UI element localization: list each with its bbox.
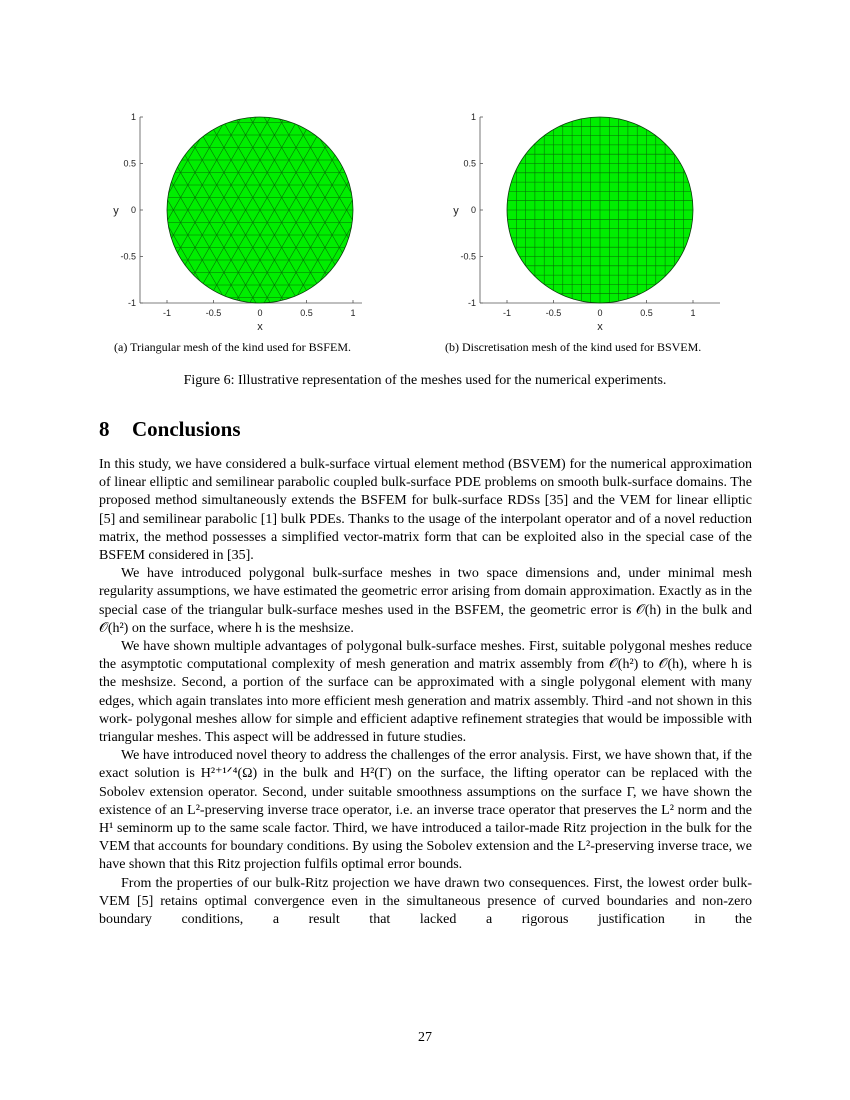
section-number: 8: [99, 417, 110, 441]
y-axis-label: y: [453, 205, 459, 217]
y-axis-label: y: [113, 205, 119, 217]
y-tick-label: -1: [127, 298, 136, 308]
y-tick-label: 0: [470, 205, 476, 215]
x-axis-label: x: [597, 321, 603, 333]
figure-caption: Figure 6: Illustrative representation of the meshes used for the numerical experiments.: [183, 373, 667, 388]
subcaption-b: (b) Discretisation mesh of the kind used for BSVEM.: [445, 340, 702, 354]
tri-line-diag: [368, 108, 370, 323]
figure-b-plot: [450, 108, 730, 338]
section-title: Conclusions: [132, 417, 241, 441]
x-tick-label: 0.5: [300, 308, 313, 318]
y-tick-label: -0.5: [460, 251, 476, 262]
figure-b-square-mesh: [450, 108, 730, 338]
subcaption-a: (a) Triangular mesh of the kind used for BSFEM.: [114, 340, 351, 354]
paragraph-5: From the properties of our bulk-Ritz projection we have drawn two consequences. First, the lowest order bulk-VEM [5] retains optimal convergence even in the simultaneous presence of curved boundaries and non-zero boundary conditions, a result that lacked a rigorous justification in the: [99, 875, 752, 928]
tri-line-diag: [368, 108, 370, 323]
paragraph-2: We have introduced polygonal bulk-surface meshes in two space dimensions and, under minimal mesh regularity assumptions, we have estimated the geometric error arising from domain approximation. Exactly as in the special case of the triangular bulk-surface meshes used in the BSFEM, the geometric error is 𝒪(h) in the bulk and 𝒪(h²) on the surface, where h is the meshsize.: [99, 566, 752, 636]
paragraph-4: We have introduced novel theory to address the challenges of the error analysis. First, we have shown that, if the exact solution is H²⁺¹ᐟ⁴(Ω) in the bulk and H²(Γ) on the surface, the lifting operator can be replaced with the Sobolev extension operator. Second, under suitable smoothness assumptions on the surface Γ, we have shown the existence of an L²-preserving inverse trace operator, i.e. an inverse trace operator that preserves the L² norm and the H¹ seminorm up to the same scale factor. Third, we have introduced a tailor-made Ritz projection in the bulk for the VEM that accounts for boundary conditions. By using the Sobolev extension and the L²-preserving inverse trace, we have shown that this Ritz projection fulfils optimal error bounds.: [99, 748, 752, 873]
tri-line-diag: [354, 108, 370, 323]
body-text: [99, 456, 752, 929]
figure-a-triangular-mesh: [110, 108, 370, 338]
x-tick-label: -1: [502, 308, 512, 318]
x-tick-label: 1: [350, 308, 356, 318]
y-tick-label: -1: [467, 298, 476, 308]
tri-line-diag: [354, 108, 370, 323]
mesh-lines: [507, 117, 693, 303]
x-tick-label: 0.5: [640, 308, 653, 318]
paragraph-3: We have shown multiple advantages of polygonal bulk-surface meshes. First, suitable polygonal meshes reduce the asymptotic computational complexity of mesh generation and matrix assembly from 𝒪(h²) to 𝒪(h), where h is the meshsize. Second, a portion of the surface can be approximated with a single polygonal element with many edges, which again translates into more efficient mesh generation and matrix assembly. Third -and not shown in this work- polygonal meshes allow for simple and efficient adaptive refinement strategies that would be impossible with triangular meshes. This aspect will be addressed in future studies.: [99, 639, 752, 746]
section-heading: [99, 417, 241, 442]
y-tick-label: 1: [470, 112, 476, 122]
y-tick-label: 1: [130, 112, 136, 122]
x-tick-label: -1: [162, 308, 172, 318]
x-tick-label: 1: [690, 308, 696, 318]
paragraph-1: In this study, we have considered a bulk-surface virtual element method (BSVEM) for the numerical approximation of linear elliptic and semilinear parabolic coupled bulk-surface PDE problems on smooth bulk-surface domains. The proposed method simultaneously extends the BSFEM for bulk-surface RDSs [35] and the VEM for linear elliptic [5] and semilinear parabolic [1] bulk PDEs. Thanks to the usage of the interpolant operator and of a novel reduction matrix, the method possesses a simplified vector-matrix form that can be exploited also in the special case of the BSFEM considered in [35].: [99, 457, 752, 564]
page-number: 27: [418, 1030, 432, 1045]
x-tick-label: -0.5: [205, 308, 222, 318]
y-tick-label: 0: [130, 205, 136, 215]
x-axis-label: x: [257, 321, 263, 333]
x-tick-label: 0: [257, 308, 263, 318]
y-tick-label: 0.5: [463, 158, 476, 169]
x-tick-label: -0.5: [545, 308, 562, 318]
figure-a-plot: [110, 108, 370, 338]
y-tick-label: -0.5: [120, 251, 136, 262]
x-tick-label: 0: [597, 308, 603, 318]
y-tick-label: 0.5: [123, 158, 136, 169]
